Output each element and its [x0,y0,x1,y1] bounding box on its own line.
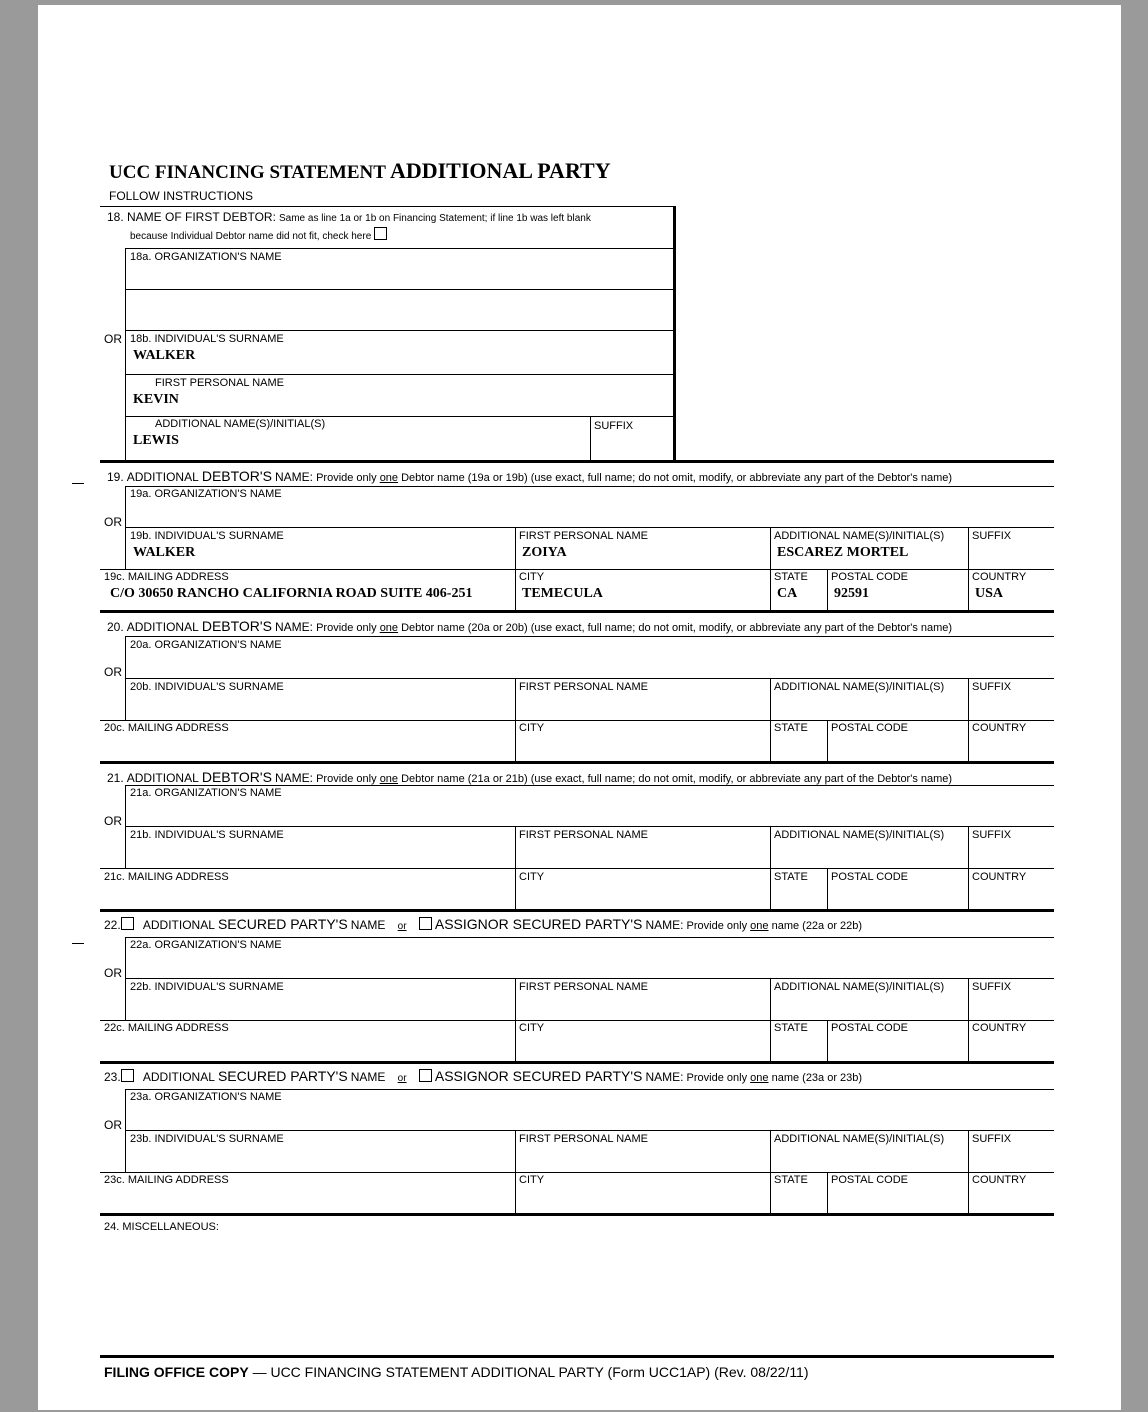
s22-additional: ADDITIONAL [142,918,215,932]
s22-name2: NAME: [645,918,684,932]
label-23a: 23a. ORGANIZATION'S NAME [130,1091,282,1103]
s19-line-b [125,527,1054,528]
value-18-first[interactable]: KEVIN [133,392,179,407]
rule-19 [100,460,1054,463]
s20-col-postal [827,720,828,762]
s22-name: NAME [350,918,386,932]
value-19-first[interactable]: ZOIYA [522,545,567,560]
s18-line-c [125,330,673,331]
s19-number: 19. [107,470,124,484]
s20-header [107,619,952,635]
value-19-surname[interactable]: WALKER [133,545,196,560]
value-19-state[interactable]: CA [777,586,798,601]
label-19-first: FIRST PERSONAL NAME [519,530,648,542]
or-20: OR [104,665,122,679]
label-19a: 19a. ORGANIZATION'S NAME [130,488,282,500]
value-18-add[interactable]: LEWIS [133,433,179,448]
s21-provide: Provide only [316,773,377,785]
s20-name: NAME: [275,620,314,634]
label-18-first: FIRST PERSONAL NAME [155,377,284,389]
s22-checkbox-assignor[interactable] [419,917,432,930]
footer-form-info: — UCC FINANCING STATEMENT ADDITIONAL PARTY (Form UCC1AP) (Rev. 08/22/11) [252,1364,809,1380]
s19-line-c [100,569,1054,570]
or-23: OR [104,1118,122,1132]
s19-rest: Debtor name (19a or 19b) (use exact, full name; do not omit, modify, or abbreviate any part of the Debtor's name) [401,472,953,484]
s23-line-a [125,1089,1054,1090]
s22-line-a [125,937,1054,938]
label-22-country: COUNTRY [972,1022,1027,1034]
s22-line-c [100,1020,1054,1021]
s22-checkbox-additional[interactable] [121,917,134,930]
s21-name: NAME: [275,771,314,785]
label-23b: 23b. INDIVIDUAL'S SURNAME [130,1133,284,1145]
label-22a: 22a. ORGANIZATION'S NAME [130,939,282,951]
value-19-postal[interactable]: 92591 [834,586,869,601]
value-19-city[interactable]: TEMECULA [522,586,603,601]
s22-assignor: ASSIGNOR SECURED PARTY'S [434,916,643,932]
s20-line-b [125,678,1054,679]
s21-col-postal [827,868,828,910]
s22-number: 22. [104,918,121,932]
s19-one: one [379,472,399,484]
label-20-city: CITY [519,722,545,734]
value-19-address[interactable]: C/O 30650 RANCHO CALIFORNIA ROAD SUITE 406-251 [110,586,473,601]
s23-checkbox-assignor[interactable] [419,1069,432,1082]
rule-22 [100,909,1054,912]
rule-21 [100,761,1054,764]
s23-one: one [750,1072,769,1084]
footer-copy-label: FILING OFFICE COPY [104,1364,249,1380]
value-19-country[interactable]: USA [975,586,1004,601]
label-19-country: COUNTRY [972,571,1027,583]
s21-additional: ADDITIONAL [126,771,199,785]
s20-provide: Provide only [316,622,377,634]
label-19b: 19b. INDIVIDUAL'S SURNAME [130,530,284,542]
label-18-suffix: SUFFIX [594,420,634,432]
or-18: OR [104,332,122,346]
s22-col-postal [827,1020,828,1062]
label-19-postal: POSTAL CODE [831,571,909,583]
label-22b: 22b. INDIVIDUAL'S SURNAME [130,981,284,993]
footer [104,1364,809,1380]
s23-line-b [125,1130,1054,1131]
s18-checkbox[interactable] [374,227,387,240]
s23-assignor: ASSIGNOR SECURED PARTY'S [434,1068,643,1084]
s18-right-border [673,206,676,463]
s23-line-c [100,1172,1054,1173]
s19-line-a [125,486,1054,487]
s18-instruction: Same as line 1a or 1b on Financing Statement; if line 1b was left blank [278,213,591,224]
label-21-add: ADDITIONAL NAME(S)/INITIAL(S) [774,829,945,841]
label-21c: 21c. MAILING ADDRESS [104,871,229,883]
s18-line-a [125,248,673,249]
form-title [109,159,611,186]
form-page [38,5,1121,1410]
label-21a: 21a. ORGANIZATION'S NAME [130,787,282,799]
label-23-postal: POSTAL CODE [831,1174,909,1186]
label-22c: 22c. MAILING ADDRESS [104,1022,229,1034]
or-21: OR [104,814,122,828]
s22-line-b [125,978,1054,979]
label-23c: 23c. MAILING ADDRESS [104,1174,229,1186]
value-19-add[interactable]: ESCAREZ MORTEL [777,545,909,560]
label-22-first: FIRST PERSONAL NAME [519,981,648,993]
label-22-suffix: SUFFIX [972,981,1012,993]
label-20-state: STATE [774,722,808,734]
s22-rest: name (22a or 22b) [771,920,863,932]
s20-line-a [125,636,1054,637]
label-21-country: COUNTRY [972,871,1027,883]
s18-left-border [125,248,126,463]
s22-one: one [750,920,769,932]
label-23-suffix: SUFFIX [972,1133,1012,1145]
label-23-country: COUNTRY [972,1174,1027,1186]
label-21b: 21b. INDIVIDUAL'S SURNAME [130,829,284,841]
s18-check-line [130,227,387,244]
label-21-suffix: SUFFIX [972,829,1012,841]
label-20-add: ADDITIONAL NAME(S)/INITIAL(S) [774,681,945,693]
label-23-first: FIRST PERSONAL NAME [519,1133,648,1145]
s23-checkbox-additional[interactable] [121,1069,134,1082]
label-18a: 18a. ORGANIZATION'S NAME [130,251,282,263]
label-21-state: STATE [774,871,808,883]
s21-debtors: DEBTOR'S [201,769,272,785]
s22-or: or [397,921,407,932]
s18-line-d [125,374,673,375]
margin-tick-19 [72,483,84,484]
label-23-city: CITY [519,1174,545,1186]
title-part-a: UCC FINANCING STATEMENT [109,162,386,183]
s21-number: 21. [107,771,124,785]
s23-name2: NAME: [645,1070,684,1084]
s18-heading: 18. NAME OF FIRST DEBTOR: [107,210,276,224]
s20-rest: Debtor name (20a or 20b) (use exact, full name; do not omit, modify, or abbreviate any part of the Debtor's name) [401,622,953,634]
s18-suffix-divider [590,416,591,463]
s23-number: 23. [104,1070,121,1084]
label-21-postal: POSTAL CODE [831,871,909,883]
label-22-city: CITY [519,1022,545,1034]
label-18b: 18b. INDIVIDUAL'S SURNAME [130,333,284,345]
s19-name: NAME: [275,470,314,484]
s22-provide: Provide only [686,920,748,932]
s23-or: or [397,1073,407,1084]
s23-rest: name (23a or 23b) [771,1072,863,1084]
s18-check-text: because Individual Debtor name did not fit, check here [130,231,372,242]
label-20a: 20a. ORGANIZATION'S NAME [130,639,282,651]
s20-debtors: DEBTOR'S [201,618,272,634]
value-18b-surname[interactable]: WALKER [133,348,196,363]
label-23-state: STATE [774,1174,808,1186]
s21-header [107,770,952,786]
s18-header [107,210,591,226]
s21-rest: Debtor name (21a or 21b) (use exact, full name; do not omit, modify, or abbreviate any part of the Debtor's name) [401,773,953,785]
s23-secured-party: SECURED PARTY'S [217,1068,348,1084]
label-19-suffix: SUFFIX [972,530,1012,542]
s21-line-c [100,868,1054,869]
label-22-postal: POSTAL CODE [831,1022,909,1034]
label-21-city: CITY [519,871,545,883]
s21-line-b [125,826,1054,827]
s20-number: 20. [107,620,124,634]
label-20-country: COUNTRY [972,722,1027,734]
s19-additional: ADDITIONAL [126,470,199,484]
s23-name: NAME [350,1070,386,1084]
s23-header [104,1069,862,1086]
or-19: OR [104,515,122,529]
label-18-add: ADDITIONAL NAME(S)/INITIAL(S) [155,418,326,430]
label-22-state: STATE [774,1022,808,1034]
s19-header [107,469,952,485]
s19-provide: Provide only [316,472,377,484]
title-part-b: ADDITIONAL PARTY [389,158,611,183]
footer-rule [100,1355,1054,1358]
s23-provide: Provide only [686,1072,748,1084]
s22-header [104,917,862,934]
label-22-add: ADDITIONAL NAME(S)/INITIAL(S) [774,981,945,993]
margin-tick-22 [72,943,84,944]
label-20-first: FIRST PERSONAL NAME [519,681,648,693]
s23-col-postal [827,1172,828,1214]
label-19c: 19c. MAILING ADDRESS [104,571,229,583]
rule-20 [100,610,1054,613]
follow-instructions: FOLLOW INSTRUCTIONS [109,189,254,203]
label-19-state: STATE [774,571,808,583]
label-20c: 20c. MAILING ADDRESS [104,722,229,734]
label-24-miscellaneous: 24. MISCELLANEOUS: [104,1221,219,1233]
s23-additional: ADDITIONAL [142,1070,215,1084]
label-19-add: ADDITIONAL NAME(S)/INITIAL(S) [774,530,945,542]
rule-24 [100,1213,1054,1216]
s21-line-a [125,785,1054,786]
label-20-postal: POSTAL CODE [831,722,909,734]
or-22: OR [104,966,122,980]
label-19-city: CITY [519,571,545,583]
s22-secured-party: SECURED PARTY'S [217,916,348,932]
label-20-suffix: SUFFIX [972,681,1012,693]
s20-additional: ADDITIONAL [126,620,199,634]
s18-top-border [100,206,676,207]
s18-line-b [125,289,673,290]
s20-line-c [100,720,1054,721]
label-21-first: FIRST PERSONAL NAME [519,829,648,841]
s21-one: one [379,773,399,785]
s19-debtors: DEBTOR'S [201,468,272,484]
label-23-add: ADDITIONAL NAME(S)/INITIAL(S) [774,1133,945,1145]
s20-one: one [379,622,399,634]
label-20b: 20b. INDIVIDUAL'S SURNAME [130,681,284,693]
rule-23 [100,1061,1054,1064]
s19-col-postal [827,569,828,610]
